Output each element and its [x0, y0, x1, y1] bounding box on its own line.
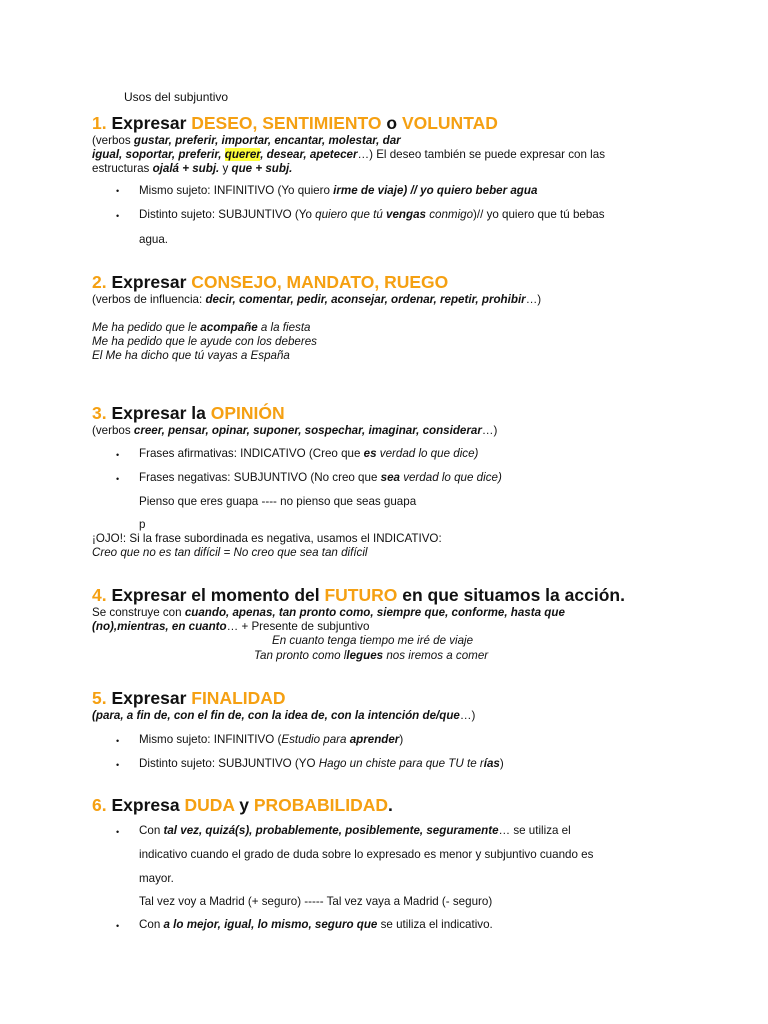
- s2-line-1: [92, 293, 541, 307]
- bullet-icon: •: [116, 921, 120, 931]
- section-4-heading: [92, 585, 625, 606]
- bullet-icon: •: [116, 827, 120, 837]
- text: ): [399, 733, 404, 746]
- section-3-heading: [92, 403, 285, 424]
- s3-line-1: [92, 424, 497, 438]
- example: quiero que tú: [315, 208, 387, 221]
- example-verb: legues: [346, 649, 384, 662]
- text: Distinto sujeto: SUBJUNTIVO (YO: [139, 757, 319, 770]
- text: Frases afirmativas: INDICATIVO (Creo que: [139, 447, 364, 460]
- section-number: 4.: [92, 585, 107, 605]
- text: Frases negativas: SUBJUNTIVO (No creo que: [139, 471, 381, 484]
- bullet-icon: •: [116, 186, 120, 196]
- text: Se construye con: [92, 606, 185, 619]
- s4-line-1: [92, 606, 565, 620]
- s1-line-2: [92, 148, 605, 162]
- section-1-heading: [92, 113, 498, 134]
- s1-bullet-2: [139, 208, 605, 221]
- text: estructuras: [92, 162, 153, 175]
- s6-bullet-1: [139, 824, 571, 837]
- s4-line-2: [92, 620, 369, 634]
- verb-list: decir, comentar, pedir, aconsejar, ordenar, repetir, prohibir: [205, 293, 526, 306]
- text: …): [459, 709, 476, 722]
- text: )// yo quiero que tú bebas: [473, 208, 605, 221]
- heading-keyword: DUDA: [184, 795, 235, 815]
- example: Me ha pedido que le ayude con los deberes: [92, 335, 317, 348]
- example-verb: vengas: [386, 208, 426, 221]
- verb-list: igual, soportar, preferir,: [92, 148, 225, 161]
- section-5-heading: [92, 688, 286, 709]
- text: (verbos de influencia:: [92, 293, 206, 306]
- example-verb: acompañe: [200, 321, 258, 334]
- section-number: 6.: [92, 795, 107, 815]
- text: ): [499, 757, 504, 770]
- section-6-heading: [92, 795, 393, 816]
- text: se utiliza el indicativo.: [377, 918, 493, 931]
- s1-line-3: [92, 162, 292, 176]
- s6-bullet-1-example: Tal vez voy a Madrid (+ seguro) ----- Tal vez vaya a Madrid (- seguro): [139, 895, 493, 908]
- s2-example-3: [92, 349, 290, 363]
- heading-text: en que situamos la acción.: [397, 585, 625, 605]
- s5-line-1: [92, 709, 475, 723]
- structure: ojalá + subj.: [152, 162, 220, 175]
- verb-list: creer, pensar, opinar, suponer, sospechar, imaginar, considerar: [133, 424, 482, 437]
- heading-text: .: [387, 795, 393, 815]
- s3-paragraph-2: p: [139, 518, 146, 531]
- example-verb: sea: [380, 471, 400, 484]
- s5-bullet-2: [139, 757, 504, 770]
- conjunction-list: (no),mientras, en cuanto: [92, 620, 227, 633]
- heading-keyword: FUTURO: [324, 585, 398, 605]
- bullet-icon: •: [116, 474, 120, 484]
- s1-bullet-2-cont: agua.: [139, 233, 169, 246]
- text: Con: [139, 918, 164, 931]
- s6-bullet-2: [139, 918, 493, 931]
- s3-bullet-1: [139, 447, 478, 460]
- example: irme de viaje) // yo quiero beber agua: [333, 184, 538, 197]
- s1-line-1: [92, 134, 401, 148]
- heading-text: Expresar: [106, 272, 192, 292]
- text: … + Presente de subjuntivo: [226, 620, 370, 633]
- adverb-list: tal vez, quizá(s), probablemente, posiblemente, seguramente: [163, 824, 499, 837]
- heading-text: Expresar el momento del: [106, 585, 325, 605]
- example: a la fiesta: [257, 321, 311, 334]
- highlighted-verb: querer: [224, 148, 261, 161]
- example: Tan pronto como l: [254, 649, 347, 662]
- text: …): [525, 293, 542, 306]
- text: Distinto sujeto: SUBJUNTIVO (Yo: [139, 208, 316, 221]
- heading-keyword: OPINIÓN: [210, 403, 285, 423]
- example: verdad lo que dice): [399, 471, 502, 484]
- heading-text: Expresar la: [106, 403, 211, 423]
- example-verb: es: [363, 447, 377, 460]
- example: Hago un chiste para que TU te r: [318, 757, 484, 770]
- structure: que + subj.: [231, 162, 293, 175]
- s2-example-2: [92, 335, 317, 349]
- document-title: Usos del subjuntivo: [124, 90, 229, 104]
- section-2-heading: [92, 272, 448, 293]
- text: … se utiliza el: [498, 824, 571, 837]
- s6-bullet-1-cont-1: indicativo cuando el grado de duda sobre lo expresado es menor y subjuntivo cuando es: [139, 848, 594, 861]
- example: nos iremos a comer: [383, 649, 489, 662]
- heading-text: y: [234, 795, 254, 815]
- example: En cuanto tenga tiempo me iré de viaje: [272, 634, 474, 647]
- s3-ojo-note: ¡OJO!: Si la frase subordinada es negativa, usamos el INDICATIVO:: [92, 532, 442, 545]
- verb-list: , desear, apetecer: [260, 148, 358, 161]
- text: (verbos: [92, 424, 134, 437]
- text: (verbos: [92, 134, 134, 147]
- example: conmigo: [426, 208, 474, 221]
- bullet-icon: •: [116, 211, 120, 221]
- text: Mismo sujeto: INFINITIVO (: [139, 733, 282, 746]
- heading-text: Expresa: [106, 795, 185, 815]
- example: Estudio para: [281, 733, 350, 746]
- example: El Me ha dicho que tú vayas a España: [92, 349, 290, 362]
- connector-list: (para, a fin de, con el fin de, con la idea de, con la intención de/que: [92, 709, 460, 722]
- text: …): [481, 424, 498, 437]
- text: Mismo sujeto: INFINITIVO (Yo quiero: [139, 184, 334, 197]
- s3-bullet-2: [139, 471, 502, 484]
- s3-paragraph-1: Pienso que eres guapa ---- no pienso que seas guapa: [139, 495, 417, 508]
- bullet-icon: •: [116, 736, 120, 746]
- heading-text: o: [381, 113, 402, 133]
- s2-example-1: [92, 321, 311, 335]
- example-verb: aprender: [349, 733, 400, 746]
- text: y: [219, 162, 232, 175]
- heading-keyword: DESEO, SENTIMIENTO: [191, 113, 382, 133]
- bullet-icon: •: [116, 760, 120, 770]
- section-number: 2.: [92, 272, 107, 292]
- s5-bullet-1: [139, 733, 403, 746]
- s4-example-1: [272, 634, 473, 648]
- s6-bullet-1-cont-2: mayor.: [139, 872, 174, 885]
- verb-list: gustar, preferir, importar, encantar, molestar, dar: [133, 134, 401, 147]
- section-number: 1.: [92, 113, 107, 133]
- example: Me ha pedido que le: [92, 321, 201, 334]
- example-verb: ías: [483, 757, 500, 770]
- conjunction-list: cuando, apenas, tan pronto como, siempre que, conforme, hasta que: [184, 606, 565, 619]
- example: Creo que no es tan difícil = No creo que sea tan difícil: [92, 546, 368, 559]
- s4-example-2: [254, 649, 488, 663]
- heading-keyword: CONSEJO, MANDATO, RUEGO: [191, 272, 449, 292]
- heading-keyword: FINALIDAD: [191, 688, 286, 708]
- heading-keyword: PROBABILIDAD: [253, 795, 388, 815]
- text: Con: [139, 824, 164, 837]
- s1-bullet-1: [139, 184, 537, 197]
- text: …) El deseo también se puede expresar con las: [357, 148, 605, 161]
- adverb-list: a lo mejor, igual, lo mismo, seguro que: [163, 918, 378, 931]
- example: verdad lo que dice): [376, 447, 479, 460]
- bullet-icon: •: [116, 450, 120, 460]
- heading-text: Expresar: [106, 113, 192, 133]
- section-number: 3.: [92, 403, 107, 423]
- heading-keyword: VOLUNTAD: [401, 113, 498, 133]
- heading-text: Expresar: [106, 688, 192, 708]
- section-number: 5.: [92, 688, 107, 708]
- s3-ojo-example: [92, 546, 368, 560]
